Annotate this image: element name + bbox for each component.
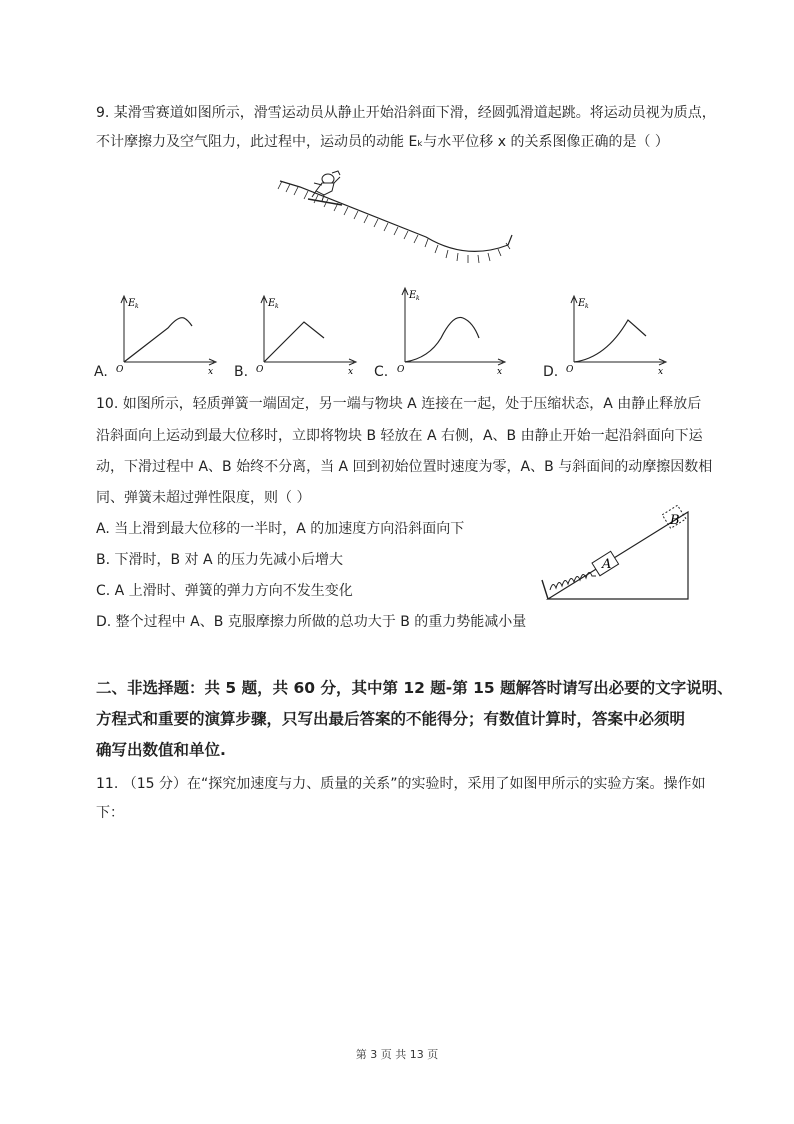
q9-graph-a (112, 292, 222, 374)
graph-a-y-label: E (128, 298, 136, 309)
graph-d-y-sub: k (585, 303, 589, 310)
graph-d-origin: O (566, 365, 574, 374)
graph-b-y-sub: k (275, 303, 279, 310)
q9-option-b-label[interactable]: B. (234, 364, 249, 380)
graph-c-y-label: E (409, 290, 417, 301)
graph-c-curve (405, 317, 479, 362)
graph-b-y-label: E (268, 298, 276, 309)
q10-stem-line-2: 沿斜面向上运动到最大位移时，立即将物块 B 轻放在 A 右侧，A、B 由静止开始一起沿斜面向下运 (96, 428, 703, 444)
q10-option-a[interactable]: A. 当上滑到最大位移的一半时，A 的加速度方向沿斜面向下 (96, 521, 465, 537)
q9-graph-c (393, 284, 513, 374)
q9-option-a-label[interactable]: A. (94, 364, 108, 380)
block-a-label: A (602, 557, 612, 572)
block-b-label: B (670, 513, 680, 528)
q10-stem-line-3: 动，下滑过程中 A、B 始终不分离，当 A 回到初始位置时速度为零，A、B 与斜面间的动摩擦因数相 (96, 459, 713, 475)
graph-d-y-label: E (578, 298, 586, 309)
q10-stem-line-4: 同、弹簧未超过弹性限度，则（ ） (96, 490, 311, 506)
section2-heading-line-1: 二、非选择题：共 5 题，共 60 分，其中第 12 题-第 15 题解答时请写出必要的文字说明、 (96, 679, 733, 697)
section2-heading-line-2: 方程式和重要的演算步骤，只写出最后答案的不能得分；有数值计算时，答案中必须明 (96, 710, 686, 728)
section2-heading-line-3: 确写出数值和单位. (96, 741, 226, 759)
q10-option-d[interactable]: D. 整个过程中 A、B 克服摩擦力所做的总功大于 B 的重力势能减小量 (96, 614, 527, 630)
wall-left (542, 580, 548, 599)
graph-a-x-label: x (208, 367, 214, 374)
track-surface (280, 181, 512, 251)
incline-slope (548, 512, 688, 599)
q9-stem-line-2: 不计摩擦力及空气阻力，此过程中，运动员的动能 Eₖ与水平位移 x 的关系图像正确的是（ ） (96, 134, 669, 150)
spring-coil (550, 572, 596, 590)
incline-spring-figure (538, 502, 696, 604)
graph-a-y-sub: k (135, 303, 139, 310)
graph-b-curve (264, 322, 324, 362)
q9-option-c-label[interactable]: C. (374, 364, 389, 380)
graph-c-x-label: x (497, 367, 503, 374)
q11-stem-line-1: 11. （15 分）在“探究加速度与力、质量的关系”的实验时，采用了如图甲所示的实验方案。操作如 (96, 776, 706, 792)
q11-stem-line-2: 下： (96, 805, 124, 821)
graph-c-origin: O (397, 365, 405, 374)
q10-option-c[interactable]: C. A 上滑时、弹簧的弹力方向不发生变化 (96, 583, 353, 599)
q9-option-d-label[interactable]: D. (543, 364, 559, 380)
q10-stem-line-1: 10. 如图所示，轻质弹簧一端固定，另一端与物块 A 连接在一起，处于压缩状态，A 由静止释放后 (96, 396, 702, 412)
graph-b-origin: O (256, 365, 264, 374)
graph-a-origin: O (116, 365, 124, 374)
graph-d-x-label: x (658, 367, 664, 374)
graph-c-y-sub: k (416, 295, 420, 302)
track-hatching (278, 181, 510, 263)
graph-d-curve (574, 320, 646, 362)
ski-track-figure (276, 165, 526, 275)
q9-graph-d (562, 292, 672, 374)
skier-icon (308, 171, 342, 205)
q9-stem-line-1: 9. 某滑雪赛道如图所示，滑雪运动员从静止开始沿斜面下滑，经圆弧滑道起跳。将运动员视为质点， (96, 105, 716, 121)
graph-b-x-label: x (348, 367, 354, 374)
graph-a-curve (124, 318, 192, 362)
q9-graph-b (252, 292, 362, 374)
page-footer: 第 3 页 共 13 页 (355, 1048, 439, 1061)
q10-option-b[interactable]: B. 下滑时，B 对 A 的压力先减小后增大 (96, 552, 344, 568)
